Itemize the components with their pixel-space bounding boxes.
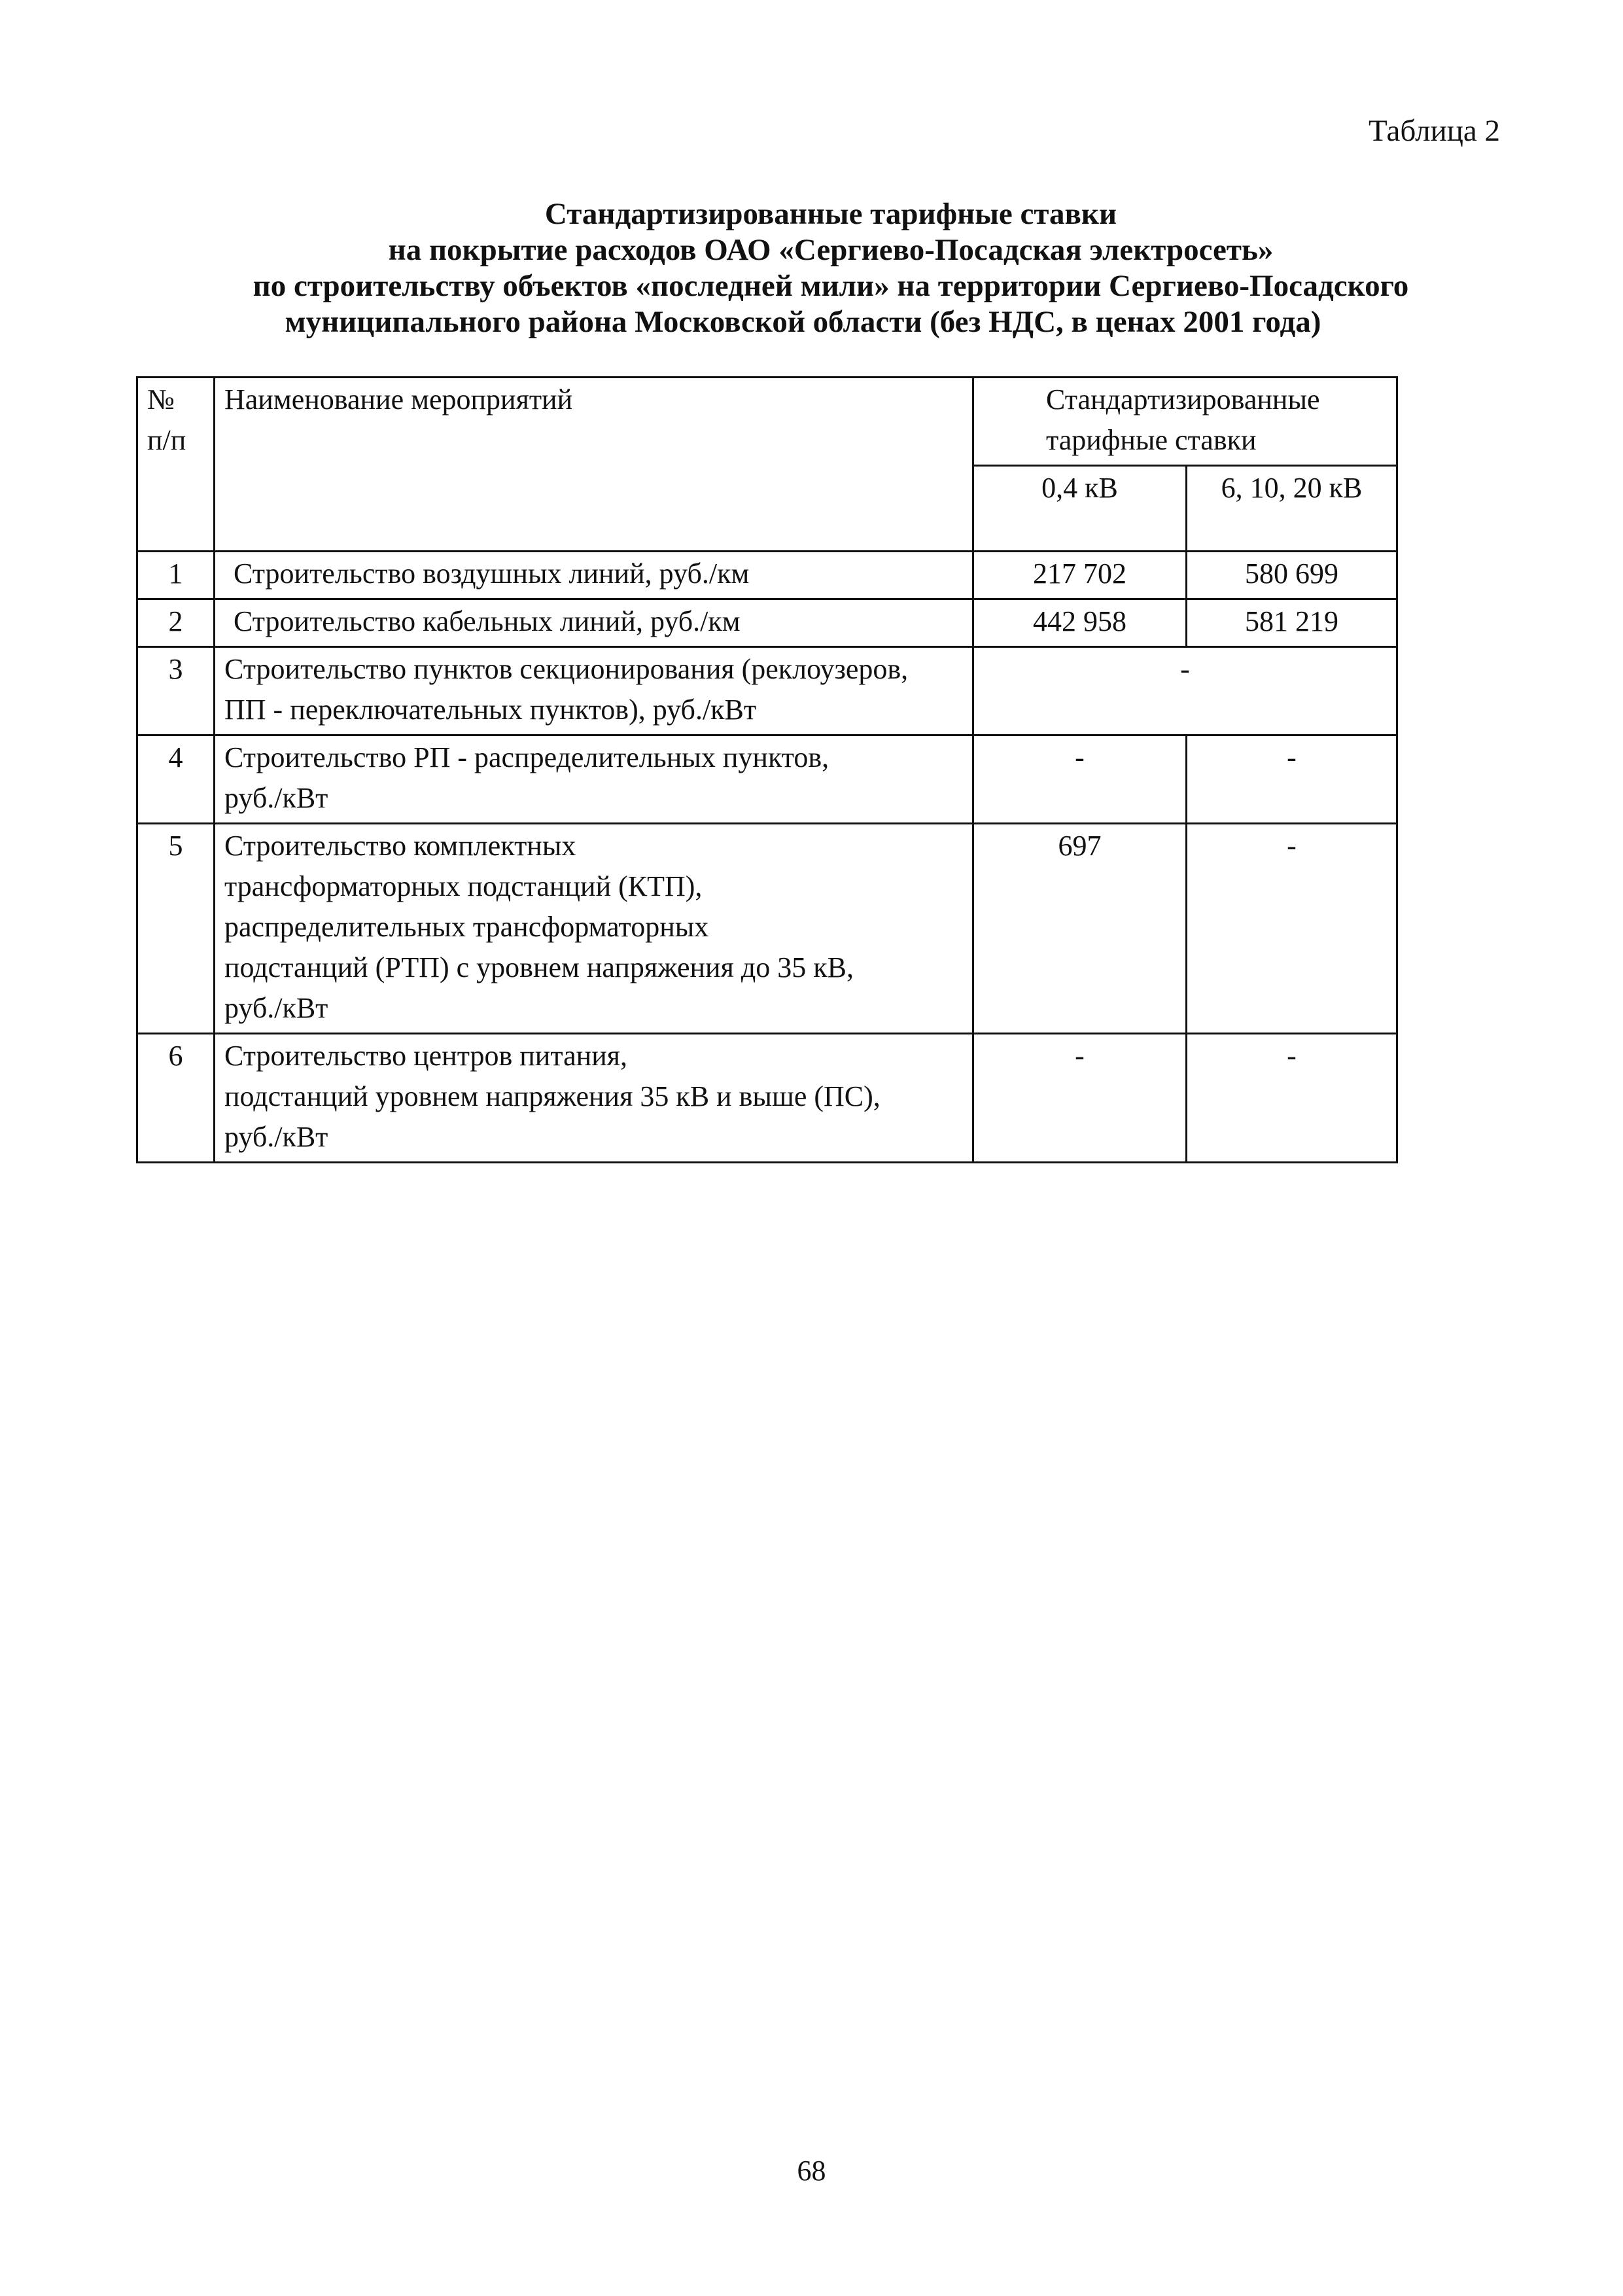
row-value-0-4kv: 217 702: [973, 552, 1187, 599]
row-name-line: Строительство кабельных линий, руб./км: [234, 605, 741, 637]
row-name-line: трансформаторных подстанций (КТП),: [224, 870, 703, 902]
document-title: [98, 196, 1563, 340]
table-row: [137, 647, 1397, 735]
row-name: [215, 552, 973, 599]
row-name-line: Строительство пунктов секционирования (реклоузеров,: [224, 653, 909, 685]
page-number: 68: [797, 2155, 826, 2187]
row-value-6-10-20kv: 581 219: [1187, 599, 1397, 647]
row-value-6-10-20kv: -: [1187, 824, 1397, 1034]
header-name: [215, 378, 973, 552]
row-name-line: Строительство центров питания,: [224, 1040, 627, 1072]
table-row: [137, 552, 1397, 599]
row-value-0-4kv: 442 958: [973, 599, 1187, 647]
row-value-6-10-20kv: -: [1187, 735, 1397, 824]
row-name-line: подстанций уровнем напряжения 35 кВ и выше (ПС),: [224, 1080, 881, 1112]
row-name-line: руб./кВт: [224, 1121, 328, 1153]
row-value-0-4kv: 697: [973, 824, 1187, 1034]
row-name-line: Строительство воздушных линий, руб./км: [234, 557, 750, 590]
row-number: 6: [137, 1034, 215, 1163]
row-number: 3: [137, 647, 215, 735]
header-rates-line: тарифные ставки: [1046, 424, 1257, 456]
table-row: [137, 599, 1397, 647]
row-name: [215, 824, 973, 1034]
row-name-line: Строительство РП - распределительных пунктов,: [224, 741, 829, 773]
header-number-line: п/п: [147, 424, 186, 456]
header-number-line: №: [147, 383, 175, 415]
row-number: 2: [137, 599, 215, 647]
title-line: Стандартизированные тарифные ставки: [544, 197, 1117, 231]
row-value-0-4kv: -: [973, 735, 1187, 824]
row-name-line: подстанций (РТП) с уровнем напряжения до 35 кВ,: [224, 951, 854, 983]
row-name: [215, 599, 973, 647]
title-line: на покрытие расходов ОАО «Сергиево-Посадская электросеть»: [388, 233, 1274, 267]
row-name-line: руб./кВт: [224, 782, 328, 814]
header-rates-line: Стандартизированные: [1046, 383, 1320, 415]
title-line: муниципального района Московской области (без НДС, в ценах 2001 года): [285, 305, 1321, 339]
tariff-table: [136, 376, 1398, 1163]
table-row: [137, 824, 1397, 1034]
table-header-row: [137, 378, 1397, 466]
row-value-6-10-20kv: 580 699: [1187, 552, 1397, 599]
row-number: 1: [137, 552, 215, 599]
header-number: [137, 378, 215, 552]
header-name-text: Наименование мероприятий: [224, 383, 573, 415]
table-row: [137, 735, 1397, 824]
row-name-line: руб./кВт: [224, 992, 328, 1024]
table-label: Таблица 2: [1368, 114, 1500, 148]
title-line: по строительству объектов «последней мили» на территории Сергиево-Посадского: [253, 269, 1409, 303]
row-name-line: Строительство комплектных: [224, 830, 576, 862]
row-value-6-10-20kv: -: [1187, 1034, 1397, 1163]
row-name-line: ПП - переключательных пунктов), руб./кВт: [224, 694, 757, 726]
row-name: [215, 647, 973, 735]
header-col-0-4kv: 0,4 кВ: [973, 466, 1187, 552]
row-name: [215, 1034, 973, 1163]
header-standardized-rates: [973, 378, 1397, 466]
table-row: [137, 1034, 1397, 1163]
row-value-0-4kv: -: [973, 1034, 1187, 1163]
row-number: 5: [137, 824, 215, 1034]
row-value-merged: -: [973, 647, 1397, 735]
row-number: 4: [137, 735, 215, 824]
row-name: [215, 735, 973, 824]
header-col-6-10-20kv: 6, 10, 20 кВ: [1187, 466, 1397, 552]
row-name-line: распределительных трансформаторных: [224, 911, 709, 943]
